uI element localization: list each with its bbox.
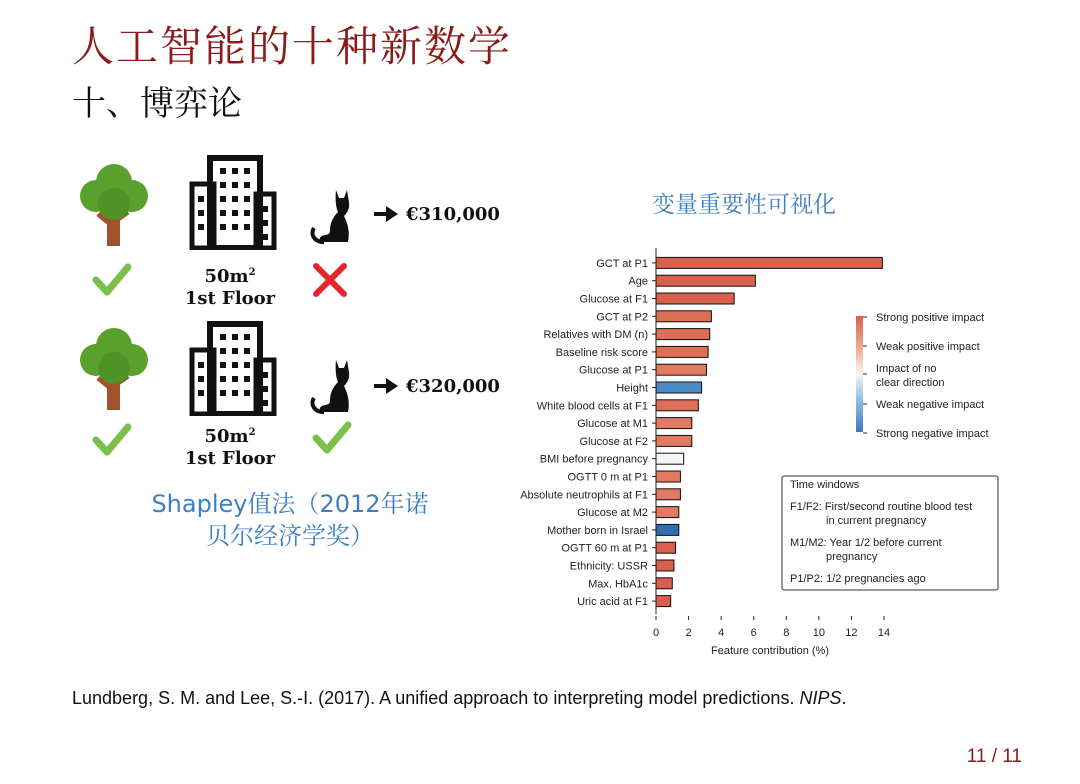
category-label: Glucose at F2: [579, 435, 648, 448]
category-label: OGTT 0 m at P1: [567, 471, 648, 484]
time-windows-line: pregnancy: [826, 551, 878, 563]
x-tick-label: 6: [750, 627, 757, 639]
bar: [656, 329, 710, 340]
citation-text: Lundberg, S. M. and Lee, S.-I. (2017). A unified approach to interpreting model predictions.: [72, 688, 800, 708]
bar: [656, 418, 692, 429]
category-label: Max. HbA1c: [588, 578, 648, 591]
area-value: 50m: [204, 266, 249, 287]
category-label: OGTT 60 m at P1: [561, 542, 648, 555]
price-label: €320,000: [406, 376, 500, 397]
viz-title: 变量重要性可视化: [652, 192, 836, 218]
bar: [656, 364, 706, 375]
time-windows-line: F1/F2: First/second routine blood test: [790, 501, 973, 513]
bar: [656, 542, 676, 553]
time-windows-line: in current pregnancy: [826, 515, 927, 527]
bar: [656, 382, 702, 393]
citation-end: .: [841, 688, 847, 708]
shapley-caption: Shapley值法（2012年诺贝尔经济学奖）: [151, 490, 429, 550]
category-label: GCT at P1: [596, 257, 648, 270]
check-icon: [92, 262, 132, 298]
bar: [656, 524, 679, 535]
price-label: €310,000: [406, 204, 500, 225]
area-label: [180, 422, 280, 470]
arrow-right-icon: [372, 376, 400, 396]
time-windows-line: M1/M2: Year 1/2 before current: [790, 537, 942, 549]
x-tick-label: 2: [685, 627, 692, 639]
feature-importance-chart: [500, 240, 1020, 670]
bar: [656, 489, 680, 500]
bar: [656, 275, 755, 286]
citation: [72, 688, 846, 709]
x-tick-label: 12: [845, 627, 858, 639]
area-value: 50m: [204, 426, 249, 447]
floor-label: 1st Floor: [184, 288, 276, 309]
bar: [656, 400, 698, 411]
category-label: White blood cells at F1: [536, 400, 648, 413]
bar: [656, 471, 680, 482]
bar: [656, 346, 708, 357]
check-icon: [312, 420, 352, 456]
category-label: Glucose at M1: [577, 418, 648, 431]
category-label: Ethnicity: USSR: [569, 560, 648, 573]
x-tick-label: 4: [718, 627, 725, 639]
category-label: Uric acid at F1: [577, 596, 648, 609]
category-label: BMI before pregnancy: [539, 453, 648, 466]
bar: [656, 311, 711, 322]
cross-icon: [310, 260, 350, 300]
time-windows-title: Time windows: [790, 479, 860, 491]
bar: [656, 257, 882, 268]
category-label: Glucose at M2: [577, 507, 648, 520]
citation-venue: NIPS: [799, 688, 842, 708]
page-number: 11 / 11: [966, 746, 1022, 767]
bar: [656, 560, 674, 571]
category-label: Mother born in Israel: [547, 524, 648, 537]
colorbar-label: Impact of no clear direction: [876, 363, 945, 389]
bar: [656, 507, 679, 518]
x-tick-label: 14: [877, 627, 891, 639]
colorbar-label: Strong positive impact: [876, 312, 985, 324]
category-label: Glucose at F1: [579, 293, 648, 306]
floor-label: 1st Floor: [184, 448, 276, 469]
colorbar: [856, 316, 863, 432]
category-label: Age: [628, 275, 648, 288]
bar: [656, 596, 671, 607]
arrow-right-icon: [372, 204, 400, 224]
slide-title: 人工智能的十种新数学: [72, 22, 513, 71]
bar: [656, 578, 672, 589]
colorbar-label: Weak positive impact: [876, 341, 980, 353]
area-label: [180, 262, 280, 310]
category-label: GCT at P2: [596, 311, 648, 324]
category-label: Baseline risk score: [555, 346, 648, 359]
building-icon: [188, 320, 278, 416]
x-tick-label: 8: [783, 627, 790, 639]
area-superscript: 2: [248, 427, 256, 438]
cat-icon: [308, 356, 356, 414]
category-label: Glucose at P1: [578, 364, 648, 377]
check-icon: [92, 422, 132, 458]
cat-icon: [308, 186, 356, 244]
x-tick-label: 0: [652, 627, 660, 639]
category-label: Relatives with DM (n): [543, 329, 648, 342]
bar: [656, 435, 692, 446]
bar: [656, 453, 684, 464]
tree-icon: [76, 160, 152, 248]
x-tick-label: 10: [812, 627, 825, 639]
x-axis-label: Feature contribution (%): [711, 645, 829, 657]
time-windows-line: P1/P2: 1/2 pregnancies ago: [790, 573, 926, 585]
category-label: Absolute neutrophils at F1: [520, 489, 648, 502]
colorbar-label: Strong negative impact: [876, 428, 989, 440]
building-icon: [188, 154, 278, 250]
area-superscript: 2: [248, 267, 256, 278]
tree-icon: [76, 324, 152, 412]
colorbar-label: Weak negative impact: [876, 399, 985, 411]
category-label: Height: [616, 382, 648, 395]
slide-subtitle: 十、博弈论: [72, 84, 242, 124]
bar: [656, 293, 734, 304]
